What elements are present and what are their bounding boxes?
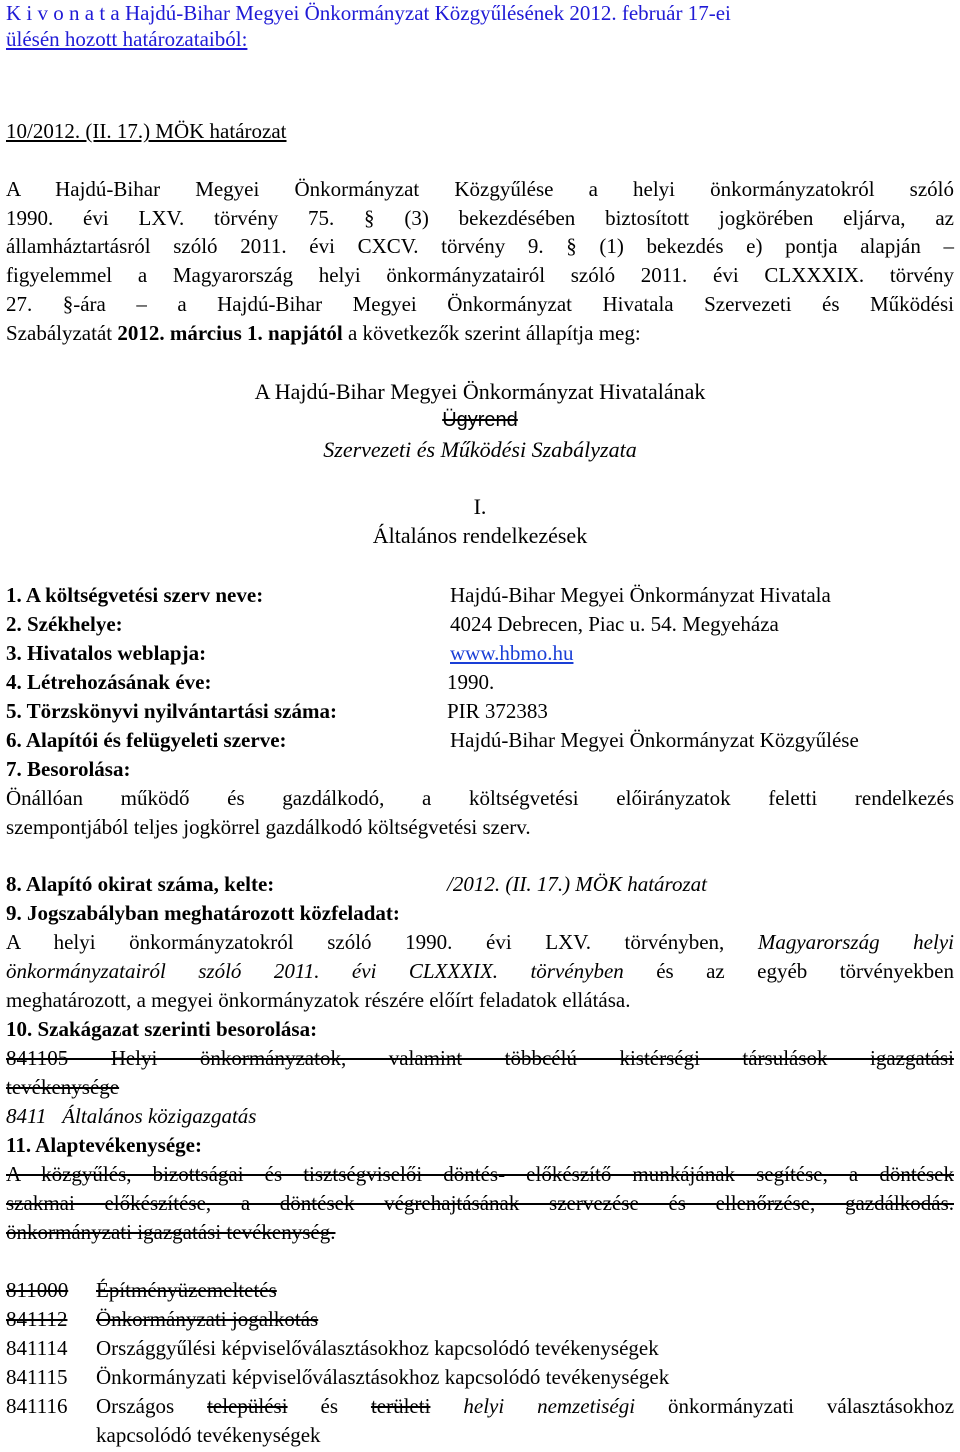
item8-label: 8. Alapító okirat száma, kelte:	[6, 872, 275, 896]
intro-line-1: A Hajdú-Bihar Megyei Önkormányzat Közgyűlése a helyi önkormányzatokról szóló	[6, 177, 954, 201]
field-label-6: 6. Alapítói és felügyeleti szerve:	[6, 728, 287, 752]
activity-text-4: Önkormányzati képviselőválasztásokhoz kapcsolódó tevékenységek	[96, 1365, 670, 1389]
item9-line-3: meghatározott, a megyei önkormányzatok részére előírt feladatok ellátása.	[6, 988, 631, 1012]
item9-line-1: A helyi önkormányzatokról szóló 1990. évi LXV. törvényben, Magyarország helyi	[6, 930, 954, 954]
field-label-1: 1. A költségvetési szerv neve:	[6, 583, 264, 607]
intro-line-3: államháztartásról szóló 2011. évi CXCV. törvény 9. § (1) bekezdés e) pontja alapján –	[6, 234, 954, 258]
item11-label: 11. Alaptevékenysége:	[6, 1133, 202, 1157]
activity-code-2: 841112	[6, 1307, 68, 1331]
item10-label: 10. Szakágazat szerinti besorolása:	[6, 1017, 318, 1041]
item9-label: 9. Jogszabályban meghatározott közfeladat:	[6, 901, 400, 925]
item7-line-1: Önállóan működő és gazdálkodó, a költségvetési előirányzatok feletti rendelkezés	[6, 786, 954, 810]
extract-label: K i v o n a t a	[6, 1, 120, 25]
field-value-1: Hajdú-Bihar Megyei Önkormányzat Hivatala	[450, 583, 831, 607]
header-title: Hajdú-Bihar Megyei Önkormányzat Közgyűlésének 2012. február 17-ei	[124, 1, 731, 25]
item7-line-2: szempontjából teljes jogkörrel gazdálkodó költségvetési szerv.	[6, 815, 531, 839]
activity-code-5: 841116	[6, 1394, 68, 1418]
intro-line-2: 1990. évi LXV. törvény 75. § (3) bekezdésében biztosított jogkörében eljárva, az	[6, 206, 954, 230]
website-link[interactable]: www.hbmo.hu	[450, 641, 574, 665]
field-label-2: 2. Székhelye:	[6, 612, 123, 636]
doc-title-struck: Ügyrend	[442, 409, 518, 431]
item11-line-1: A közgyűlés, bizottságai és tisztségviselői döntés- előkészítő munkájának segítése, a döntések	[6, 1162, 954, 1186]
section-title: Általános rendelkezések	[372, 523, 588, 548]
intro-line-5: 27. §-ára – a Hajdú-Bihar Megyei Önkormányzat Hivatala Szervezeti és Működési	[6, 292, 954, 316]
doc-title-1: A Hajdú-Bihar Megyei Önkormányzat Hivatalának	[254, 379, 706, 404]
activity-code-1: 811000	[6, 1278, 69, 1302]
intro-line-6: Szabályzatát 2012. március 1. napjától a következők szerint állapítja meg:	[6, 321, 641, 345]
item9-line-2: önkormányzatairól szóló 2011. évi CLXXXIX. törvényben és az egyéb törvényekben	[6, 959, 954, 983]
activity-code-3: 841114	[6, 1336, 68, 1360]
field-label-5: 5. Törzskönyvi nyilvántartási száma:	[6, 699, 337, 723]
field-label-4: 4. Létrehozásának éve:	[6, 670, 212, 694]
activity-text-5-cont: kapcsolódó tevékenységek	[96, 1423, 321, 1447]
item10-line-3: 8411 Általános közigazgatás	[6, 1104, 257, 1128]
field-value-5: PIR 372383	[447, 699, 548, 723]
activity-text-3: Országgyűlési képviselőválasztásokhoz kapcsolódó tevékenységek	[96, 1336, 659, 1360]
resolution-title: 10/2012. (II. 17.) MÖK határozat	[6, 119, 287, 143]
effective-date: 2012. március 1. napjától	[117, 321, 343, 345]
section-number: I.	[473, 494, 487, 519]
field-label-3: 3. Hivatalos weblapja:	[6, 641, 207, 665]
item7-label: 7. Besorolása:	[6, 757, 131, 781]
item10-line-2: tevékenysége	[6, 1075, 120, 1099]
field-value-2: 4024 Debrecen, Piac u. 54. Megyeháza	[450, 612, 779, 636]
field-value-4: 1990.	[447, 670, 495, 694]
item11-line-2: szakmai előkészítése, a döntések végrehajtásának szervezése és ellenőrzése, gazdálkodás.	[6, 1191, 954, 1215]
item10-line-1: 841105 Helyi önkormányzatok, valamint többcélú kistérségi társulások igazgatási	[6, 1046, 954, 1070]
item11-line-3: önkormányzati igazgatási tevékenység.	[6, 1220, 336, 1244]
item8-value: /2012. (II. 17.) MÖK határozat	[447, 872, 707, 896]
doc-title-3: Szervezeti és Működési Szabályzata	[323, 437, 637, 462]
activity-text-1: Építményüzemeltetés	[96, 1278, 277, 1302]
header-line-1	[6, 0, 731, 26]
activity-text-2: Önkormányzati jogalkotás	[96, 1307, 319, 1331]
activity-code-4: 841115	[6, 1365, 68, 1389]
activity-text-5: Országos települési és területi helyi nemzetiségi önkormányzati választásokhoz	[96, 1394, 955, 1418]
header-line-2: ülésén hozott határozataiból:	[6, 27, 248, 51]
intro-line-4: figyelemmel a Magyarország helyi önkormányzatairól szóló 2011. évi CLXXXIX. törvény	[6, 263, 954, 287]
field-value-6: Hajdú-Bihar Megyei Önkormányzat Közgyűlése	[450, 728, 859, 752]
